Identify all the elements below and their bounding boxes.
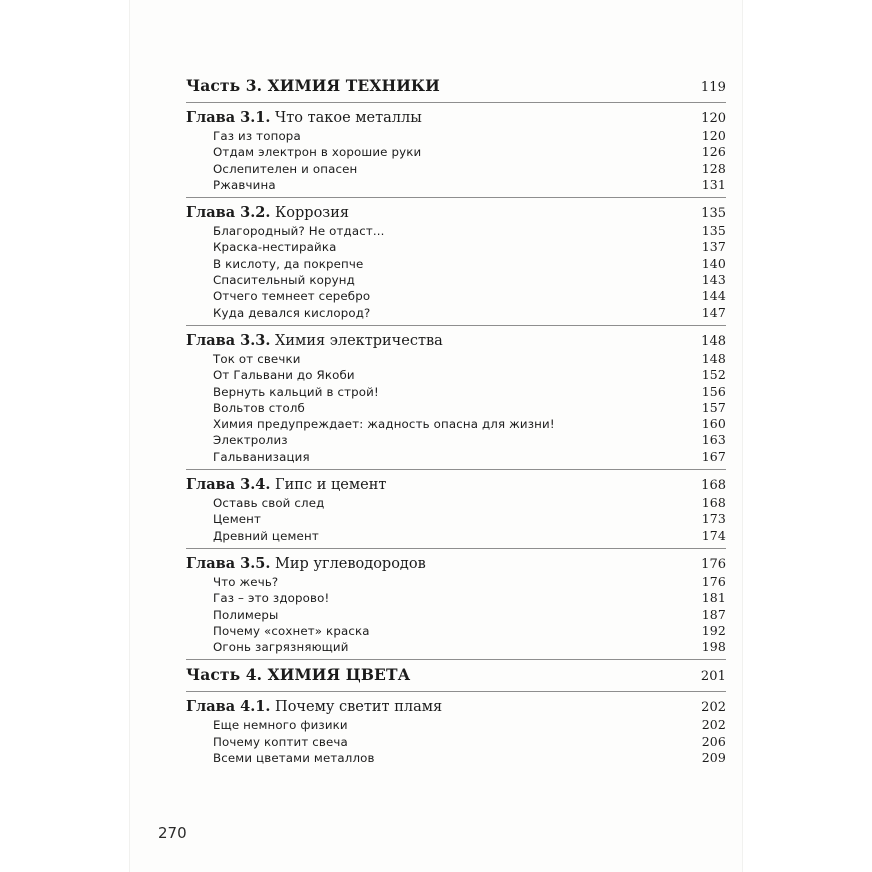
entry-title: Вольтов столб <box>213 400 305 415</box>
chapter-page-number: 120 <box>701 111 726 126</box>
toc-entry <box>186 750 726 766</box>
chapter-label: Глава 4.1. <box>186 698 271 716</box>
chapter-label: Глава 3.5. <box>186 554 271 572</box>
toc-entry <box>186 607 726 623</box>
chapter-group <box>186 475 726 544</box>
entry-page-number: 192 <box>701 622 726 638</box>
toc-entry <box>186 734 726 750</box>
entry-title: Куда девался кислород? <box>213 305 371 320</box>
entry-title: Химия предупреждает: жадность опасна для жизни! <box>213 417 555 432</box>
part-title: Часть 4. ХИМИЯ ЦВЕТА <box>186 665 411 685</box>
chapter-title: Коррозия <box>275 205 350 222</box>
chapter-label: Глава 3.1. <box>186 109 271 126</box>
toc-entry <box>186 432 726 448</box>
toc-entry <box>186 177 726 193</box>
toc-entry <box>186 528 726 544</box>
entry-title: Отдам электрон в хорошие руки <box>213 145 422 160</box>
toc-entry <box>186 400 726 416</box>
toc-entry <box>186 590 726 606</box>
entry-page-number: 160 <box>701 416 726 432</box>
part-page-number: 201 <box>700 669 726 685</box>
chapter-heading-text <box>186 331 443 351</box>
divider <box>186 102 726 103</box>
entry-title: Почему «сохнет» краска <box>213 623 370 638</box>
chapter-group <box>186 331 726 465</box>
entry-page-number: 120 <box>701 128 726 143</box>
toc-entry <box>186 623 726 639</box>
entry-page-number: 176 <box>701 573 726 589</box>
chapter-heading-text <box>186 203 349 223</box>
entry-title: Ржавчина <box>213 177 276 192</box>
entry-page-number: 148 <box>701 350 726 366</box>
chapter-heading-text <box>186 697 442 717</box>
part-title: Часть 3. ХИМИЯ ТЕХНИКИ <box>186 76 440 95</box>
entry-title: Оставь свой след <box>213 496 325 511</box>
entry-title: Еще немного физики <box>213 718 348 733</box>
table-of-contents <box>186 76 726 766</box>
entry-page-number: 128 <box>701 160 726 176</box>
toc-chapter-heading <box>186 697 726 717</box>
toc-entry <box>186 511 726 527</box>
toc-entry <box>186 367 726 383</box>
chapter-page-number: 202 <box>701 700 726 716</box>
entry-title: В кислоту, да покрепче <box>213 256 364 271</box>
entry-title: Электролиз <box>213 433 288 448</box>
entry-title: Ток от свечки <box>213 351 301 366</box>
chapter-label: Глава 3.2. <box>186 204 271 222</box>
entry-title: Что жечь? <box>213 574 279 589</box>
chapter-label: Глава 3.3. <box>186 331 271 349</box>
toc-entry <box>186 495 726 511</box>
entry-page-number: 126 <box>701 144 726 160</box>
toc-entry <box>186 223 726 239</box>
entry-title: Почему коптит свеча <box>213 734 348 749</box>
chapter-group <box>186 554 726 655</box>
entry-title: Всеми цветами металлов <box>213 751 375 766</box>
entry-page-number: 152 <box>701 367 726 383</box>
entry-page-number: 187 <box>701 606 726 622</box>
chapter-page-number: 148 <box>701 333 726 349</box>
chapter-page-number: 168 <box>701 478 726 494</box>
toc-chapter-heading <box>186 203 726 223</box>
divider <box>186 691 726 692</box>
entry-page-number: 137 <box>701 239 726 255</box>
toc-entry <box>186 161 726 177</box>
toc-chapter-heading <box>186 554 726 574</box>
entry-page-number: 167 <box>701 448 726 464</box>
toc-entry <box>186 449 726 465</box>
toc-chapter-heading <box>186 475 726 495</box>
entry-page-number: 198 <box>701 639 726 655</box>
chapter-title: Мир углеводородов <box>275 555 426 572</box>
page-number: 270 <box>158 824 187 842</box>
entry-page-number: 202 <box>701 717 726 733</box>
part-page-number: 119 <box>700 80 726 95</box>
entry-page-number: 156 <box>701 383 726 399</box>
entry-page-number: 163 <box>701 432 726 448</box>
toc-entry <box>186 639 726 655</box>
entry-page-number: 147 <box>701 304 726 320</box>
entry-title: Огонь загрязняющий <box>213 640 349 655</box>
toc-entry <box>186 272 726 288</box>
divider <box>186 325 726 326</box>
entry-page-number: 181 <box>701 590 726 606</box>
toc-entry <box>186 288 726 304</box>
entry-page-number: 157 <box>701 399 726 415</box>
entry-title: Ослепителен и опасен <box>213 161 358 176</box>
toc-chapter-heading <box>186 331 726 351</box>
chapter-heading-text <box>186 108 422 128</box>
divider <box>186 469 726 470</box>
chapter-group <box>186 203 726 321</box>
entry-page-number: 140 <box>701 255 726 271</box>
entry-title: Цемент <box>213 512 262 527</box>
entry-title: Отчего темнеет серебро <box>213 289 371 304</box>
entry-page-number: 168 <box>701 495 726 511</box>
toc-entry <box>186 305 726 321</box>
entry-page-number: 135 <box>701 223 726 239</box>
chapter-group <box>186 697 726 766</box>
toc-part-heading <box>186 665 726 687</box>
chapter-page-number: 176 <box>701 556 726 572</box>
entry-page-number: 209 <box>701 750 726 766</box>
entry-page-number: 143 <box>701 272 726 288</box>
entry-title: Газ из топора <box>213 129 301 143</box>
entry-title: Краска-нестирайка <box>213 240 337 255</box>
toc-chapter-heading <box>186 108 726 128</box>
toc-entry <box>186 717 726 733</box>
toc-entry <box>186 128 726 144</box>
entry-page-number: 173 <box>701 511 726 527</box>
chapter-title: Почему светит пламя <box>275 699 443 716</box>
chapter-group <box>186 108 726 193</box>
toc-entry <box>186 144 726 160</box>
toc-entry <box>186 574 726 590</box>
entry-title: Гальванизация <box>213 449 310 464</box>
entry-page-number: 174 <box>701 527 726 543</box>
chapter-title: Что такое металлы <box>275 110 422 126</box>
entry-title: Газ – это здорово! <box>213 591 330 606</box>
entry-page-number: 206 <box>701 733 726 749</box>
entry-title: Вернуть кальций в строй! <box>213 384 379 399</box>
toc-entry <box>186 239 726 255</box>
entry-title: Полимеры <box>213 607 279 622</box>
divider <box>186 659 726 660</box>
toc-entry <box>186 384 726 400</box>
chapter-heading-text <box>186 554 426 574</box>
entry-page-number: 131 <box>701 176 726 192</box>
chapter-label: Глава 3.4. <box>186 476 271 494</box>
entry-title: Благородный? Не отдаст... <box>213 224 385 239</box>
chapter-heading-text <box>186 475 386 495</box>
toc-entry <box>186 256 726 272</box>
divider <box>186 197 726 198</box>
entry-page-number: 144 <box>701 288 726 304</box>
divider <box>186 548 726 549</box>
chapter-title: Гипс и цемент <box>275 477 387 494</box>
toc-entry <box>186 351 726 367</box>
chapter-page-number: 135 <box>701 206 726 222</box>
toc-part-heading <box>186 76 726 98</box>
entry-title: Древний цемент <box>213 528 319 543</box>
entry-title: Спасительный корунд <box>213 273 355 288</box>
chapter-title: Химия электричества <box>275 332 443 349</box>
entry-title: От Гальвани до Якоби <box>213 368 355 383</box>
toc-entry <box>186 416 726 432</box>
